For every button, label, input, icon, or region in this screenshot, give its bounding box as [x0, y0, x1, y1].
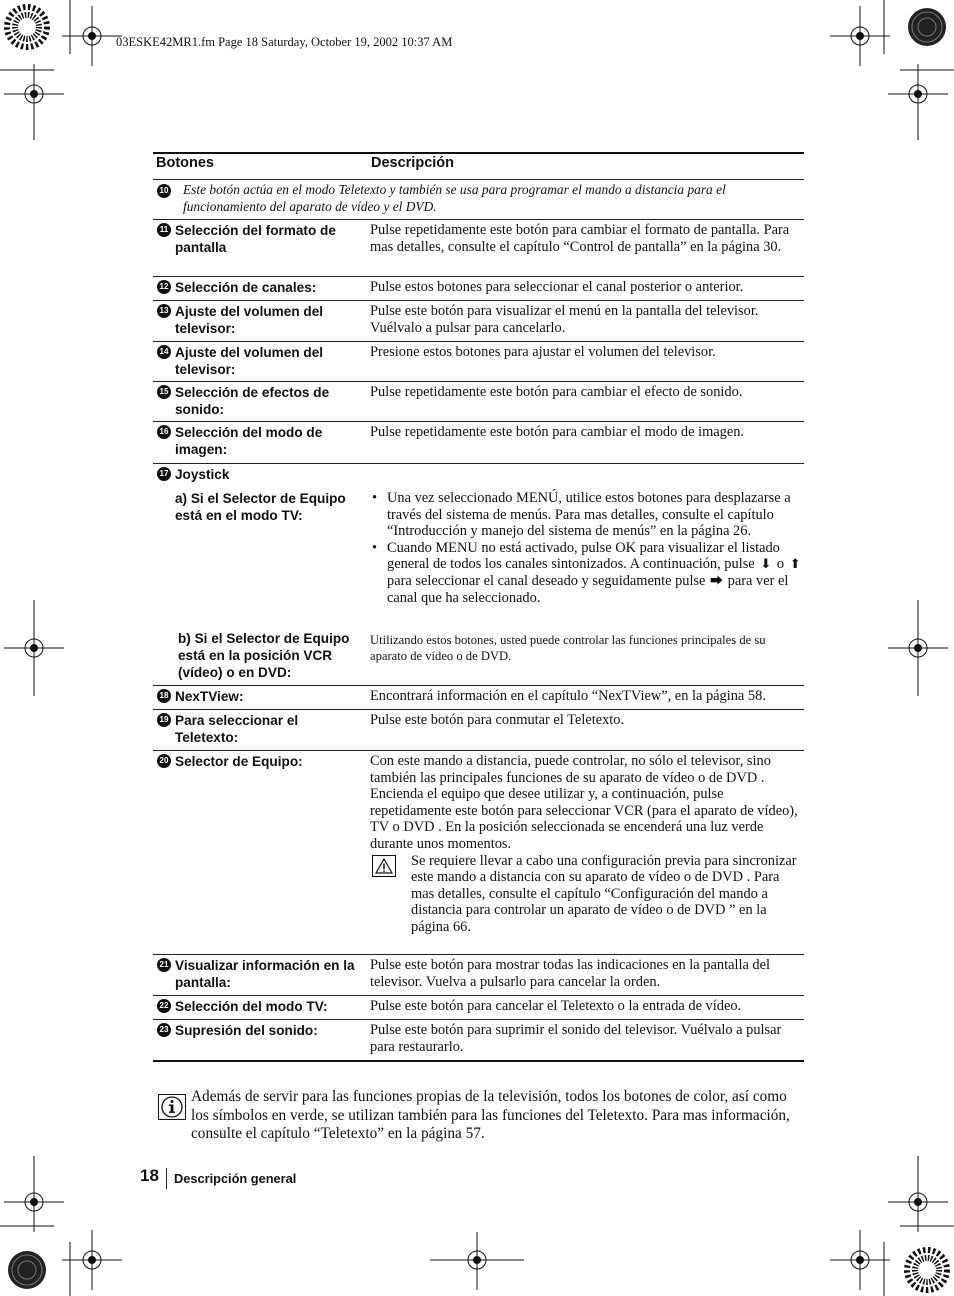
bullet-item: • Una vez seleccionado MENÚ, utilice estos botones para desplazarse a través del sistema de menús. Para mas detalles, consulte el capítulo “Introducción y manejo del sistema de menús” en la página 26. — [387, 490, 805, 540]
col-header-description: Descripción — [371, 155, 454, 171]
button-name: Selección del modo de imagen: — [175, 425, 323, 457]
row-desc: Encontrará información en el capítulo “NexTView”, en la página 58. — [370, 688, 766, 704]
number-badge: 15 — [157, 385, 171, 399]
warning-box — [370, 853, 805, 936]
button-name: NexTView: — [175, 689, 244, 704]
button-name: Supresión del sonido: — [175, 1023, 318, 1038]
button-name: Ajuste del volumen del televisor: — [175, 345, 324, 377]
section-title: Descripción general — [174, 1171, 297, 1186]
right-arrow-icon: ⮕ — [710, 572, 724, 588]
button-name: Ajuste del volumen del televisor: — [175, 304, 324, 336]
number-badge: 12 — [157, 280, 171, 294]
joystick-b-desc: Utilizando estos botones, usted puede controlar las funciones principales de su aparato de vídeo o de DVD. — [370, 633, 766, 663]
button-name: Selector de Equipo: — [175, 754, 303, 769]
row-desc: Pulse este botón para suprimir el sonido del televisor. Vuélvalo a pulsar para restaurarlo. — [370, 1022, 782, 1055]
print-header: 03ESKE42MR1.fm Page 18 Saturday, October 19, 2002 10:37 AM — [116, 35, 453, 49]
number-badge: 10 — [157, 184, 171, 198]
col-header-buttons: Botones — [156, 155, 214, 171]
row-desc: Presione estos botones para ajustar el volumen del televisor. — [370, 344, 716, 360]
joystick-b-label: b) Si el Selector de Equipo está en la posición VCR (vídeo) o en DVD: — [178, 631, 350, 680]
button-name: Selección del modo TV: — [175, 999, 328, 1014]
row-desc: Pulse este botón para cancelar el Teletexto o la entrada de vídeo. — [370, 998, 742, 1014]
row-desc: Pulse repetidamente este botón para cambiar el efecto de sonido. — [370, 384, 743, 400]
page-number: 18 — [140, 1166, 159, 1185]
info-icon — [158, 1094, 186, 1120]
number-badge: 13 — [157, 304, 171, 318]
info-note: Además de servir para las funciones propias de la televisión, todos los botones de color, así como los símbolos en verde, se utilizan también para las funciones del Teletexto. Para mas información, consulte el capítulo “Teletexto” en la página 57. — [191, 1088, 790, 1143]
button-name: Visualizar información en la pantalla: — [175, 958, 355, 990]
number-badge: 17 — [157, 467, 171, 481]
number-badge: 19 — [157, 713, 171, 727]
row-desc: Pulse estos botones para seleccionar el canal posterior o anterior. — [370, 279, 744, 295]
number-badge: 18 — [157, 689, 171, 703]
button-name: Joystick — [175, 467, 230, 482]
button-name: Selección de canales: — [175, 280, 317, 295]
selector-desc-1: Con este mando a distancia, puede controlar, no sólo el televisor, sino también las principales funciones de su aparato de vídeo o de DVD . — [370, 753, 771, 786]
number-badge: 14 — [157, 345, 171, 359]
row-desc: Pulse este botón para visualizar el menú en la pantalla del televisor. Vuélvalo a pulsar para cancelarlo. — [370, 303, 759, 336]
button-name: Para seleccionar el Teletexto: — [175, 713, 299, 745]
button-name: Selección de efectos de sonido: — [175, 385, 330, 417]
row-desc: Pulse repetidamente este botón para cambiar el modo de imagen. — [370, 424, 745, 440]
bullet-item: • Cuando MENU no está activado, pulse OK para visualizar el listado general de todos los canales sintonizados. A continuación, pulse ⬇ o ⬆ para seleccionar el canal deseado y seguidamente pulse ⮕ para ver el canal que ha seleccionado. — [387, 540, 805, 606]
number-badge: 11 — [157, 223, 171, 237]
button-name: Selección del formato de pantalla — [175, 223, 336, 255]
number-badge: 22 — [157, 999, 171, 1013]
joystick-a-label: a) Si el Selector de Equipo está en el modo TV: — [175, 491, 346, 523]
joystick-a-desc — [370, 490, 805, 606]
number-badge: 21 — [157, 958, 171, 972]
number-badge: 16 — [157, 425, 171, 439]
number-badge: 23 — [157, 1023, 171, 1037]
warning-text: Se requiere llevar a cabo una configuración previa para sincronizar este mando a distancia con su aparato de vídeo o de DVD . Para mas detalles, consulte el capítulo “Configuración del mando a distancia para controlar un aparato de vídeo o de DVD ” en la página 66. — [411, 852, 797, 935]
number-badge: 20 — [157, 754, 171, 768]
warning-triangle-icon — [372, 855, 396, 877]
selector-desc-2: Encienda el equipo que desee utilizar y, a continuación, pulse repetidamente este botón para seleccionar VCR (para el aparato de vídeo), TV o DVD . En la posición seleccionada se encenderá una luz verde durante unos momentos. — [370, 786, 798, 852]
footer-divider — [166, 1168, 167, 1189]
row-desc: Pulse repetidamente este botón para cambiar el formato de pantalla. Para mas detalles, consulte el capítulo “Control de pantalla” en la página 30. — [370, 222, 790, 255]
row-desc: Este botón actúa en el modo Teletexto y también se usa para programar el mando a distancia para el funcionamiento del aparato de vídeo y el DVD. — [183, 182, 726, 214]
row-desc: Pulse este botón para conmutar el Teletexto. — [370, 712, 625, 728]
row-desc — [370, 753, 805, 936]
up-arrow-icon: ⬆ — [789, 556, 801, 572]
down-arrow-icon: ⬇ — [760, 556, 772, 572]
row-desc: Pulse este botón para mostrar todas las indicaciones en la pantalla del televisor. Vuelva a pulsarlo para cancelar la orden. — [370, 957, 771, 990]
